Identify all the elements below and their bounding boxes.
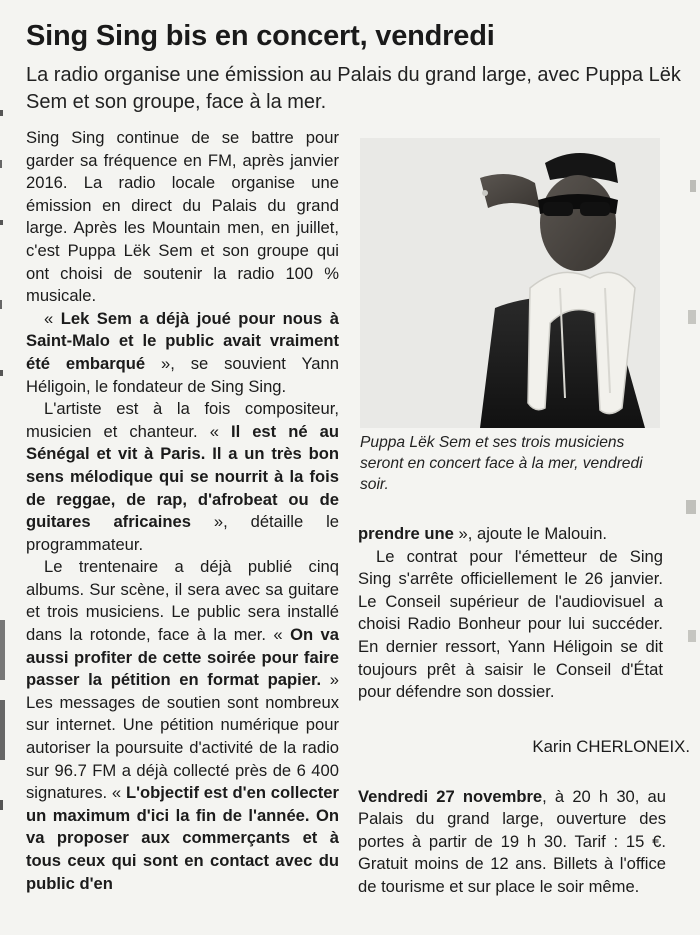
p3-end: », détaille le programmateur.	[26, 512, 340, 554]
event-details: , à 20 h 30, au Palais du grand large, ouverture des portes à partir de 19 h 30. Tarif : 15 €. Gratuit moins de 12 ans. Billets à l'office de tourisme et sur place le soir même.	[358, 786, 666, 896]
p3-intro: L'artiste est à la fois compositeur, musicien et chanteur. «	[26, 399, 339, 441]
p4-intro: Le trentenaire a déjà publié cinq albums. Sur scène, il sera avec sa guitare et trois musiciens. Le public sera installé dans la rotonde, face à la mer. «	[26, 557, 339, 645]
paragraph-4	[26, 556, 339, 895]
author-byline: Karin CHERLONEIX.	[532, 737, 690, 756]
artist-photo	[360, 138, 660, 428]
article-headline: Sing Sing bis en concert, vendredi	[26, 20, 495, 52]
paragraph-6: Le contrat pour l'émetteur de Sing Sing s'arrête officiellement le 26 janvier. Le Conseil supérieur de l'audiovisuel a choisi Radio Bonheur pour lui succéder. En dernier ressort, Yann Héligoin se dit toujours prêt à saisir le Conseil d'État pour défendre son dossier.	[358, 546, 663, 702]
quote-open: «	[44, 308, 61, 328]
event-date: Vendredi 27 novembre	[358, 786, 543, 806]
page-edge-right	[674, 160, 700, 680]
event-info	[358, 786, 666, 899]
p4-quote-1: On va aussi profiter de cette soirée pour faire passer la pétition en format papier.	[26, 625, 339, 690]
quote-attribution: », se souvient Yann Héligoin, le fondateur de Sing Sing.	[26, 353, 339, 396]
quote-bold: Lek Sem a déjà joué pour nous à Saint-Malo et le public avait vraiment été embarqué	[26, 308, 339, 373]
article-subheadline: La radio organise une émission au Palais du grand large, avec Puppa Lëk Sem et son groupe, face à la mer.	[26, 64, 681, 113]
paragraph-1: Sing Sing continue de se battre pour garder sa fréquence en FM, après janvier 2016. La radio locale organise une émission en direct du Palais du grand large. Après les Mountain men, en juillet, c'est Puppa Lëk Sem et son groupe qui ont choisi de soutenir la radio 100 % musicale.	[26, 128, 339, 306]
right-column	[358, 523, 663, 704]
p5-attribution: », ajoute le Malouin.	[453, 524, 608, 543]
paragraph-5	[358, 523, 663, 546]
p3-quote: Il est né au Sénégal et vit à Paris. Il a un très bon sens mélodique qui se nourrit à la fois de reggae, de rap, d'afrobeat ou de guitares africaines	[26, 421, 339, 532]
page-edge-left	[0, 100, 8, 930]
paragraph-2	[26, 308, 339, 398]
p5-quote: prendre une	[358, 524, 454, 543]
left-column	[26, 127, 339, 895]
p4-quote-2: L'objectif est d'en collecter un maximum d'ici la fin de l'année. On va proposer aux commerçants et à tous ceux qui sont en contact avec du public d'en	[26, 783, 339, 893]
photo-caption: Puppa Lëk Sem et ses trois musiciens seront en concert face à la mer, vendredi soir.	[360, 434, 643, 493]
paragraph-3	[26, 398, 339, 556]
p4-middle: » Les messages de soutien sont nombreux sur internet. Une pétition numérique pour autoriser la poursuite d'activité de la radio sur 96.7 FM a déjà collecté près de 6 400 signatures. «	[26, 670, 339, 803]
